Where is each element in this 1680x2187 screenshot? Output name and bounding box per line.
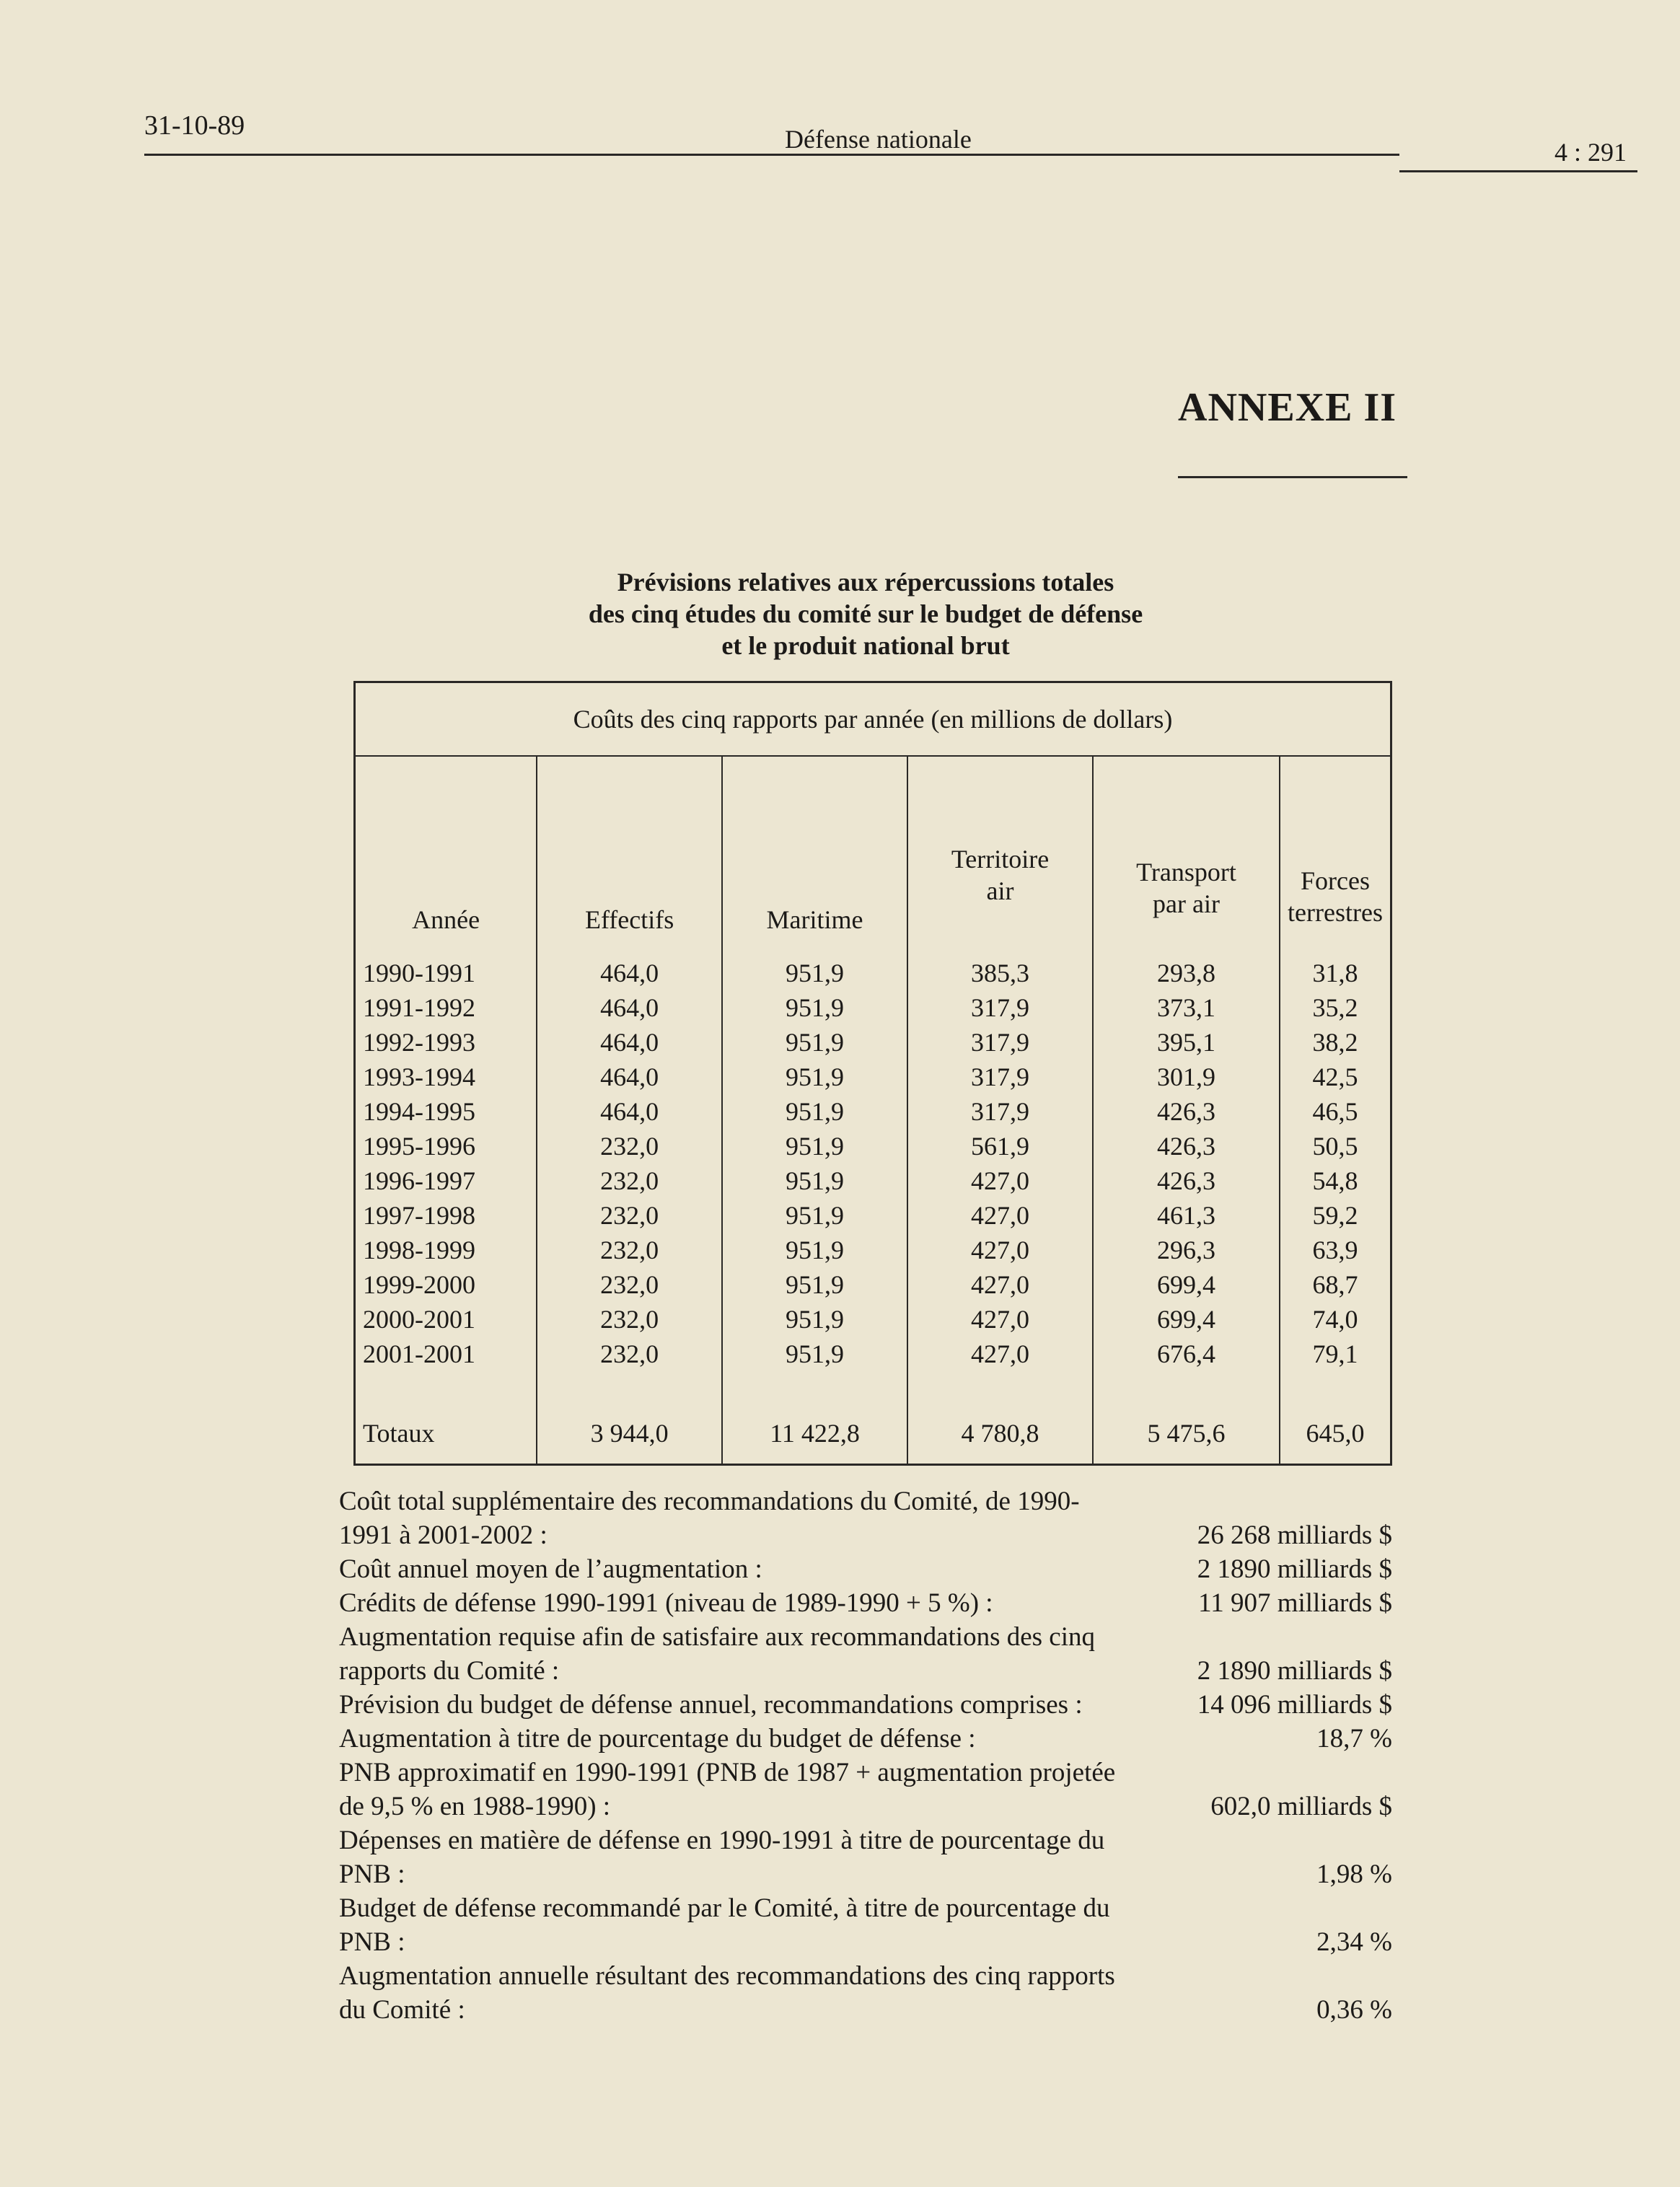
cell-personnel: 464,0	[537, 1025, 722, 1060]
cell-territory: 427,0	[907, 1302, 1093, 1337]
cell-territory: 317,9	[907, 1025, 1093, 1060]
cell-year: 1998-1999	[363, 1236, 475, 1264]
cell-maritime: 951,9	[722, 990, 907, 1025]
summary-value: 2 1890 milliards $	[1197, 1554, 1392, 1584]
cell-year: 1995-1996	[363, 1132, 475, 1161]
column-header-maritime: Maritime	[722, 756, 907, 936]
cell-year: 1990-1991	[363, 959, 475, 987]
cell-territory: 427,0	[907, 1267, 1093, 1302]
cell-personnel: 464,0	[537, 936, 722, 990]
cell-territory: 427,0	[907, 1198, 1093, 1233]
cell-year: 2000-2001	[363, 1305, 475, 1334]
cell-land: 31,8	[1280, 936, 1391, 990]
cell-airlift: 699,4	[1093, 1302, 1280, 1337]
cell-year: 1991-1992	[363, 993, 475, 1022]
summary-value: 0,36 %	[1316, 1995, 1392, 2025]
total-territory: 4 780,8	[907, 1406, 1093, 1465]
cell-personnel: 232,0	[537, 1302, 722, 1337]
cell-year: 1994-1995	[363, 1097, 475, 1126]
cell-airlift: 293,8	[1093, 936, 1280, 990]
table-row	[355, 1163, 1391, 1198]
summary-item	[339, 1959, 1392, 2027]
cell-land: 79,1	[1280, 1337, 1391, 1406]
cell-maritime: 951,9	[722, 1198, 907, 1233]
cell-territory: 385,3	[907, 936, 1093, 990]
cell-airlift: 296,3	[1093, 1233, 1280, 1267]
cell-airlift: 373,1	[1093, 990, 1280, 1025]
table-title-line: Prévisions relatives aux répercussions totales	[617, 568, 1114, 597]
cell-year: 1993-1994	[363, 1062, 475, 1091]
summary-label: PNB approximatif en 1990-1991 (PNB de 1987 + augmentation projetée de 9,5 % en 1988-1990) :	[339, 1758, 1116, 1821]
cell-maritime: 951,9	[722, 1302, 907, 1337]
cell-land: 42,5	[1280, 1060, 1391, 1094]
cell-land: 59,2	[1280, 1198, 1391, 1233]
summary-value: 2 1890 milliards $	[1197, 1656, 1392, 1686]
summary-item	[339, 1722, 1392, 1756]
cell-maritime: 951,9	[722, 936, 907, 990]
summary-item	[339, 1823, 1392, 1891]
cell-maritime: 951,9	[722, 1025, 907, 1060]
summary-item	[339, 1484, 1392, 1552]
cell-land: 38,2	[1280, 1025, 1391, 1060]
cell-year: 1997-1998	[363, 1201, 475, 1230]
cell-maritime: 951,9	[722, 1094, 907, 1129]
summary-item	[339, 1688, 1392, 1722]
column-header-territory: Territoire air	[907, 756, 1093, 936]
cell-airlift: 395,1	[1093, 1025, 1280, 1060]
cell-territory: 427,0	[907, 1163, 1093, 1198]
cell-territory: 317,9	[907, 990, 1093, 1025]
totals-row	[355, 1406, 1391, 1465]
table-title	[505, 566, 1226, 661]
summary-label: Prévision du budget de défense annuel, recommandations comprises :	[339, 1690, 1083, 1720]
cell-airlift: 426,3	[1093, 1163, 1280, 1198]
summary-label: Dépenses en matière de défense en 1990-1991 à titre de pourcentage du PNB :	[339, 1826, 1105, 1889]
cost-table	[353, 681, 1392, 1466]
cell-maritime: 951,9	[722, 1337, 907, 1406]
cell-personnel: 232,0	[537, 1337, 722, 1406]
table-row	[355, 1198, 1391, 1233]
table-row	[355, 1025, 1391, 1060]
table-title-line: et le produit national brut	[721, 631, 1010, 660]
cell-airlift: 301,9	[1093, 1060, 1280, 1094]
column-header-personnel: Effectifs	[537, 756, 722, 936]
summary-label: Crédits de défense 1990-1991 (niveau de 1989-1990 + 5 %) :	[339, 1588, 993, 1618]
summary-item	[339, 1552, 1392, 1586]
table-row	[355, 936, 1391, 990]
summary-label: Coût total supplémentaire des recommandations du Comité, de 1990-1991 à 2001-2002 :	[339, 1487, 1080, 1550]
annex-rule	[1178, 476, 1407, 478]
summary-label: Augmentation annuelle résultant des recommandations des cinq rapports du Comité :	[339, 1961, 1115, 2025]
cell-personnel: 232,0	[537, 1198, 722, 1233]
header-date: 31-10-89	[144, 110, 245, 141]
summary-value: 11 907 milliards $	[1198, 1588, 1392, 1618]
cell-maritime: 951,9	[722, 1267, 907, 1302]
cell-land: 35,2	[1280, 990, 1391, 1025]
cell-airlift: 461,3	[1093, 1198, 1280, 1233]
column-header-land: Forces terrestres	[1280, 756, 1391, 936]
cell-land: 68,7	[1280, 1267, 1391, 1302]
cell-personnel: 232,0	[537, 1267, 722, 1302]
summary-value: 1,98 %	[1316, 1860, 1392, 1889]
summary-value: 14 096 milliards $	[1197, 1690, 1392, 1720]
summary-label: Coût annuel moyen de l’augmentation :	[339, 1554, 762, 1584]
summary-list	[339, 1484, 1392, 2027]
summary-item	[339, 1586, 1392, 1620]
cell-land: 63,9	[1280, 1233, 1391, 1267]
summary-value: 26 268 milliards $	[1197, 1521, 1392, 1550]
cell-year: 1999-2000	[363, 1270, 475, 1299]
table-row	[355, 1267, 1391, 1302]
total-land: 645,0	[1280, 1406, 1391, 1465]
table-row	[355, 1302, 1391, 1337]
total-personnel: 3 944,0	[537, 1406, 722, 1465]
cell-airlift: 426,3	[1093, 1129, 1280, 1163]
cell-maritime: 951,9	[722, 1060, 907, 1094]
annex-label: ANNEXE II	[1178, 385, 1397, 430]
column-header-year: Année	[412, 905, 480, 934]
table-row	[355, 1094, 1391, 1129]
header-rule-right	[1399, 170, 1637, 172]
total-label: Totaux	[363, 1419, 435, 1448]
table-row	[355, 1060, 1391, 1094]
cell-airlift: 426,3	[1093, 1094, 1280, 1129]
cell-airlift: 676,4	[1093, 1337, 1280, 1406]
cell-maritime: 951,9	[722, 1163, 907, 1198]
summary-value: 602,0 milliards $	[1210, 1792, 1392, 1821]
total-airlift: 5 475,6	[1093, 1406, 1280, 1465]
cell-personnel: 232,0	[537, 1129, 722, 1163]
cell-land: 46,5	[1280, 1094, 1391, 1129]
summary-value: 18,7 %	[1316, 1724, 1392, 1753]
cell-personnel: 232,0	[537, 1233, 722, 1267]
cell-personnel: 464,0	[537, 1094, 722, 1129]
summary-label: Augmentation à titre de pourcentage du budget de défense :	[339, 1724, 976, 1753]
cell-year: 1992-1993	[363, 1028, 475, 1057]
total-maritime: 11 422,8	[722, 1406, 907, 1465]
cell-personnel: 464,0	[537, 990, 722, 1025]
summary-value: 2,34 %	[1316, 1927, 1392, 1957]
summary-item	[339, 1620, 1392, 1688]
table-row	[355, 1233, 1391, 1267]
cell-territory: 317,9	[907, 1060, 1093, 1094]
header-title: Défense nationale	[785, 125, 972, 154]
cell-year: 2001-2001	[363, 1339, 475, 1368]
cell-territory: 427,0	[907, 1337, 1093, 1406]
cell-land: 74,0	[1280, 1302, 1391, 1337]
cell-territory: 561,9	[907, 1129, 1093, 1163]
column-header-airlift: Transport par air	[1093, 756, 1280, 936]
summary-label: Budget de défense recommandé par le Comité, à titre de pourcentage du PNB :	[339, 1893, 1110, 1957]
table-row	[355, 1337, 1391, 1406]
summary-label: Augmentation requise afin de satisfaire aux recommandations des cinq rapports du Comité :	[339, 1622, 1095, 1686]
header-page-number: 4 : 291	[1554, 138, 1627, 167]
cell-personnel: 232,0	[537, 1163, 722, 1198]
cell-maritime: 951,9	[722, 1233, 907, 1267]
cell-personnel: 464,0	[537, 1060, 722, 1094]
cell-land: 54,8	[1280, 1163, 1391, 1198]
cell-land: 50,5	[1280, 1129, 1391, 1163]
cell-territory: 427,0	[907, 1233, 1093, 1267]
summary-item	[339, 1756, 1392, 1823]
cell-year: 1996-1997	[363, 1166, 475, 1195]
summary-item	[339, 1891, 1392, 1959]
table-caption: Coûts des cinq rapports par année (en millions de dollars)	[355, 682, 1391, 757]
table-row	[355, 1129, 1391, 1163]
header-rule	[144, 154, 1399, 156]
table-title-line: des cinq études du comité sur le budget de défense	[588, 599, 1143, 628]
table-row	[355, 990, 1391, 1025]
cell-maritime: 951,9	[722, 1129, 907, 1163]
cell-territory: 317,9	[907, 1094, 1093, 1129]
cell-airlift: 699,4	[1093, 1267, 1280, 1302]
